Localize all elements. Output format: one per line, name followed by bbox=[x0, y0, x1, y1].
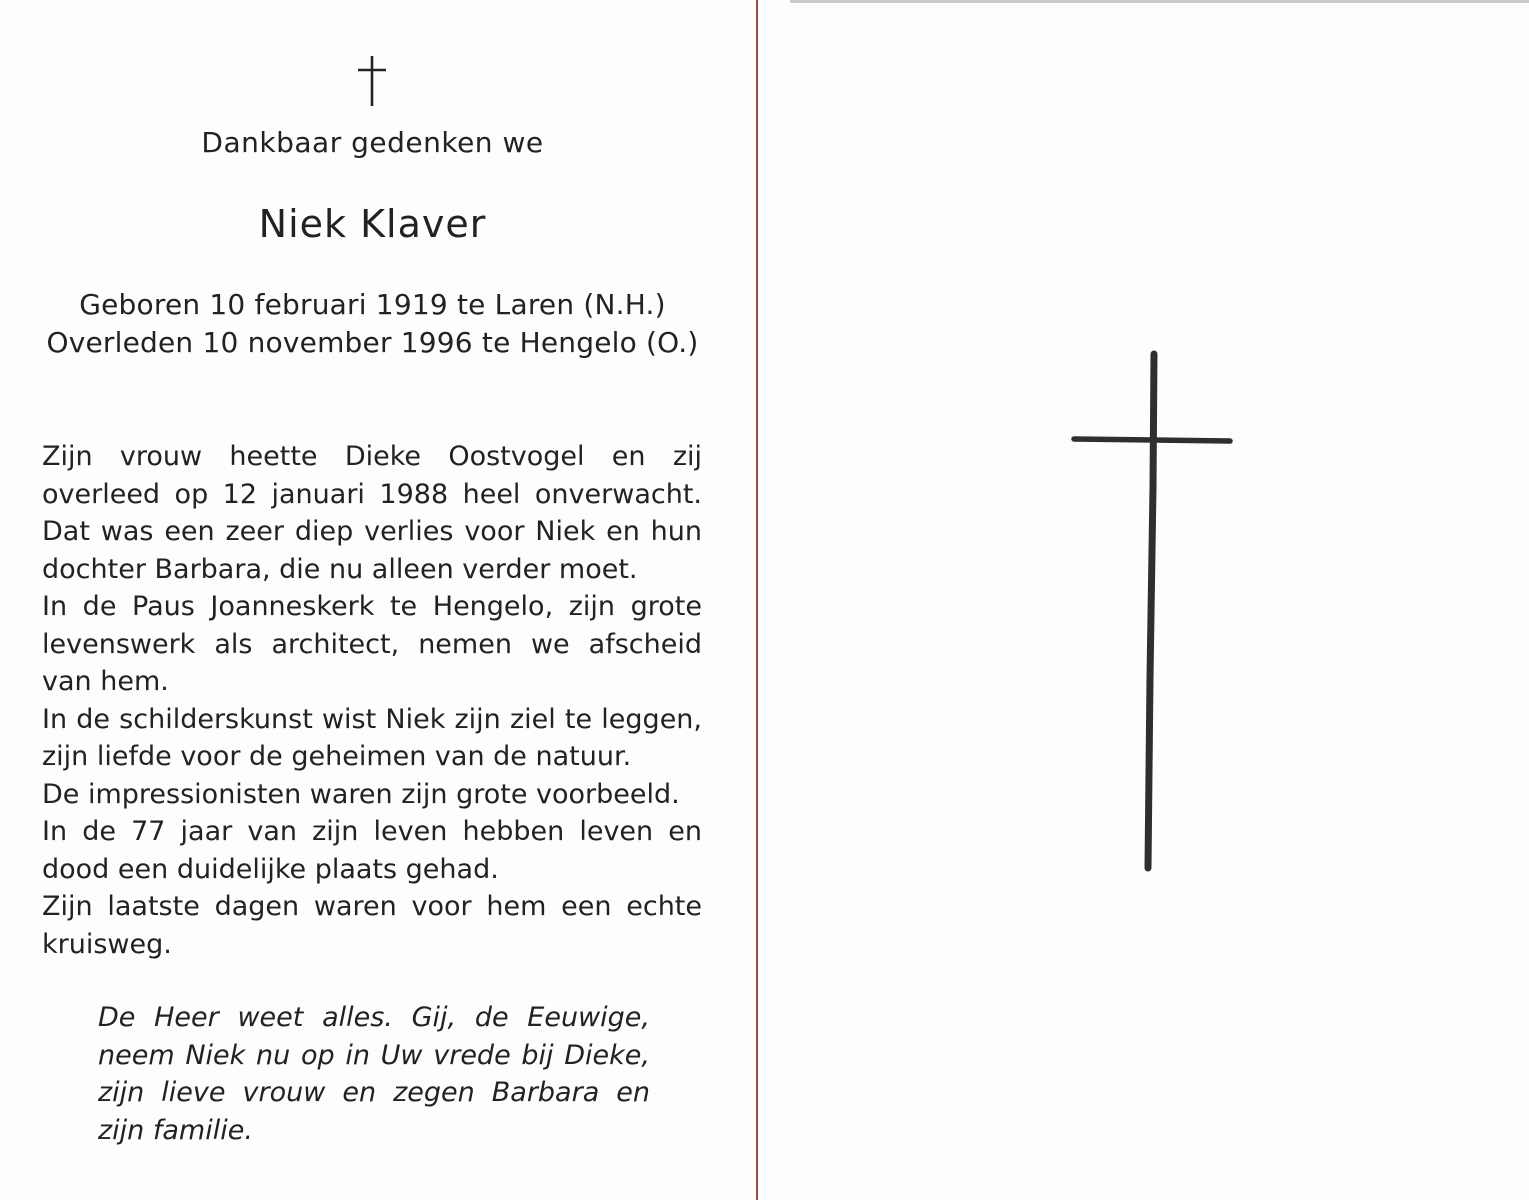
birth-line: Geboren 10 februari 1919 te Laren (N.H.) bbox=[79, 288, 666, 321]
deceased-name: Niek Klaver bbox=[258, 202, 487, 246]
paragraph: De impressionisten waren zijn grote voorbeeld. bbox=[42, 778, 680, 810]
life-dates bbox=[0, 286, 745, 362]
intro-line: Dankbaar gedenken we bbox=[201, 126, 544, 159]
cross-panel bbox=[758, 0, 1529, 1200]
biography bbox=[42, 438, 702, 963]
text-panel bbox=[0, 0, 756, 1200]
paragraph: Zijn vrouw heette Dieke Oostvogel en zij overleed op 12 januari 1988 heel onverwacht. Dat was een zeer diep verlies voor Niek en hun dochter Barbara, die nu alleen verder moet. bbox=[42, 441, 702, 585]
paragraph: In de Paus Joanneskerk te Hengelo, zijn grote levenswerk als architect, nemen we afscheid van hem. bbox=[42, 591, 702, 697]
paragraph: Zijn laatste dagen waren voor hem een echte kruisweg. bbox=[42, 891, 702, 960]
large-cross-icon bbox=[1068, 348, 1238, 874]
paragraph: In de schilderskunst wist Niek zijn ziel te leggen, zijn liefde voor de geheimen van de natuur. bbox=[42, 703, 702, 772]
small-cross-icon bbox=[342, 52, 402, 108]
death-line: Overleden 10 november 1996 te Hengelo (O.) bbox=[46, 326, 699, 359]
paragraph: In de 77 jaar van zijn leven hebben leven en dood een duidelijke plaats gehad. bbox=[42, 816, 702, 885]
prayer: De Heer weet alles. Gij, de Eeuwige, neem Niek nu op in Uw vrede bij Dieke, zijn lieve vrouw en zegen Barbara en zijn familie. bbox=[98, 1002, 650, 1146]
